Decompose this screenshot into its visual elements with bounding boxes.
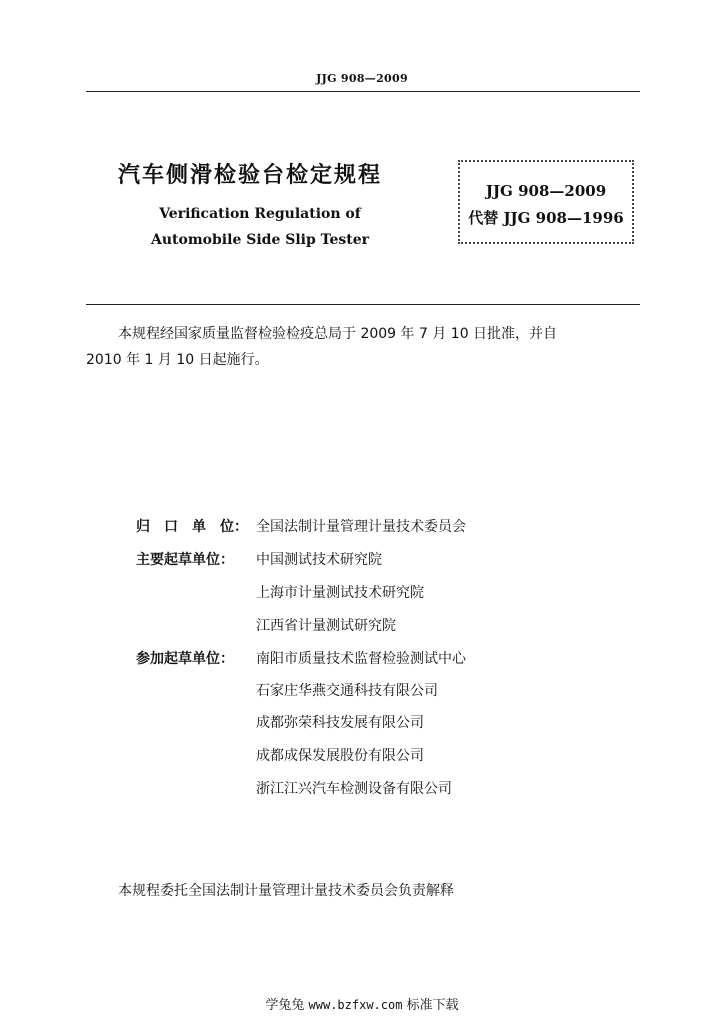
responsible-unit-label: 归 口 单 位： (136, 519, 248, 535)
approval-statement-line2: 2010 年 1 月 10 日起施行。 (86, 352, 269, 368)
current-standard-code: JJG 908—2009 (485, 182, 607, 200)
participating-drafting-unit: 成都成保发展股份有限公司 (256, 748, 424, 764)
footer-site-name: 学兔兔 (265, 998, 305, 1013)
document-title-chinese: 汽车侧滑检验台检定规程 (118, 163, 383, 188)
standard-code-header: JJG 908—2009 (316, 72, 408, 85)
document-title-english-line1: Verification Regulation of (159, 206, 361, 222)
participating-drafting-unit: 石家庄华燕交通科技有限公司 (256, 683, 438, 699)
main-drafting-unit: 上海市计量测试技术研究院 (256, 585, 424, 601)
approval-statement-line1: 本规程经国家质量监督检验检疫总局于 2009 年 7 月 10 日批准，并自 (118, 326, 558, 342)
standard-code-box (458, 160, 634, 244)
document-title-english-line2: Automobile Side Slip Tester (151, 232, 369, 248)
header-rule (86, 91, 640, 92)
footer-url-link[interactable]: www.bzfxw.com (308, 998, 403, 1012)
participating-drafting-unit: 成都弥荣科技发展有限公司 (256, 715, 424, 731)
responsible-unit: 全国法制计量管理计量技术委员会 (256, 519, 466, 535)
main-drafting-units-label: 主要起草单位： (136, 552, 234, 568)
participating-drafting-units-label: 参加起草单位： (136, 651, 234, 667)
participating-drafting-unit: 浙江江兴汽车检测设备有限公司 (256, 781, 452, 797)
main-drafting-unit: 江西省计量测试研究院 (256, 618, 396, 634)
replaced-standard-code: 代替 JJG 908—1996 (468, 209, 624, 227)
main-drafting-unit: 中国测试技术研究院 (256, 552, 382, 568)
footer-slogan: 标准下载 (406, 998, 459, 1013)
participating-drafting-unit: 南阳市质量技术监督检验测试中心 (256, 651, 466, 667)
footer-watermark (0, 994, 724, 1013)
title-rule (86, 304, 640, 305)
interpretation-statement: 本规程委托全国法制计量管理计量技术委员会负责解释 (118, 883, 454, 899)
